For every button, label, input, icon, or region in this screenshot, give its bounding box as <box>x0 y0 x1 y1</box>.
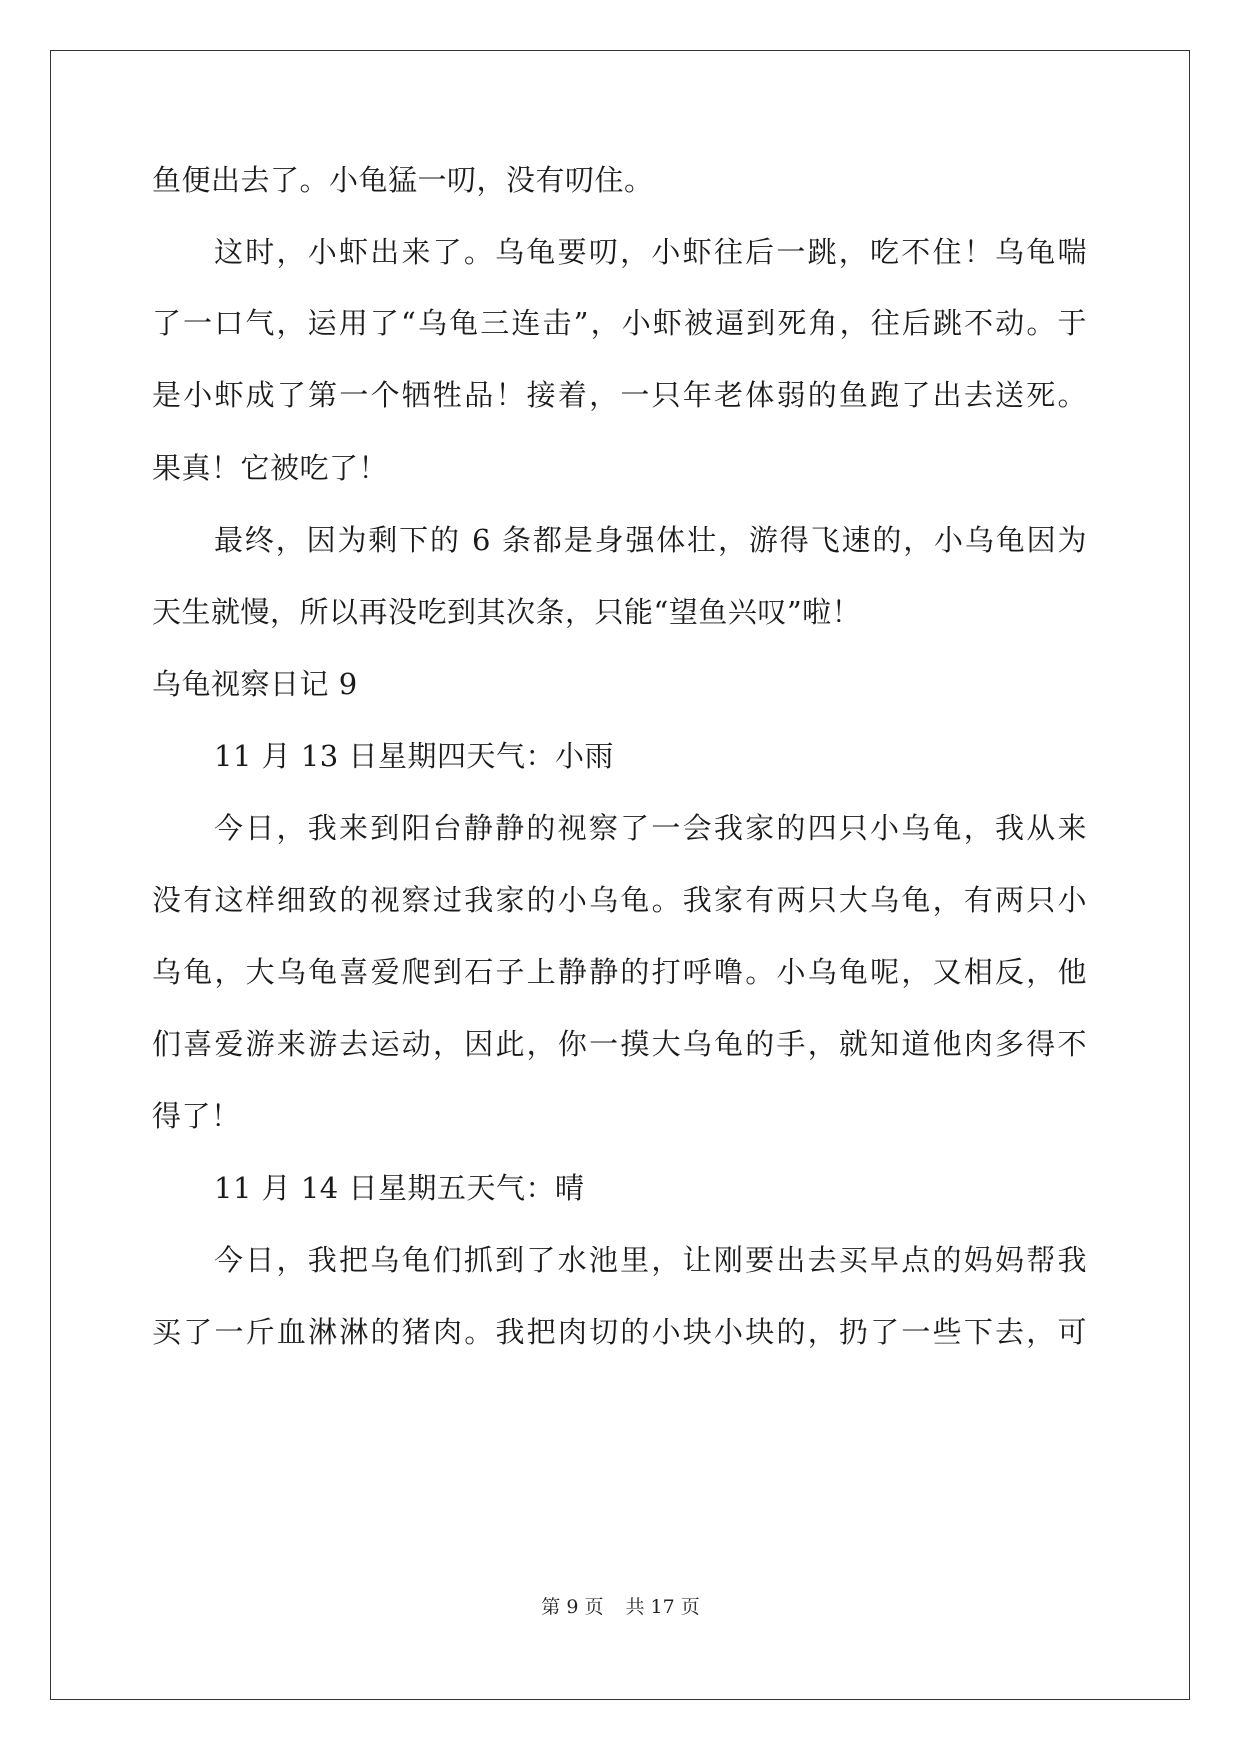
text-line: 乌龟，大乌龟喜爱爬到石子上静静的打呼噜。小乌龟呢，又相反，他 <box>152 955 1087 989</box>
paragraph-start: 今日，我把乌龟们抓到了水池里，让刚要出去买早点的妈妈帮我 <box>214 1243 1087 1277</box>
text-line: 了一口气，运用了“乌龟三连击”，小虾被逼到死角，往后跳不动。于 <box>152 306 1087 340</box>
paragraph-start: 这时，小虾出来了。乌龟要叨，小虾往后一跳，吃不住！乌龟喘 <box>214 235 1087 269</box>
paragraph-start: 今日，我来到阳台静静的视察了一会我家的四只小乌龟，我从来 <box>214 811 1087 845</box>
text-line: 果真！它被吃了！ <box>152 451 389 485</box>
text-line: 们喜爱游来游去运动，因此，你一摸大乌龟的手，就知道他肉多得不 <box>152 1027 1087 1061</box>
text-line: 是小虾成了第一个牺牲品！接着，一只年老体弱的鱼跑了出去送死。 <box>152 378 1087 412</box>
text-line: 天生就慢，所以再没吃到其次条，只能“望鱼兴叹”啦！ <box>152 595 862 629</box>
paragraph-start: 最终，因为剩下的 6 条都是身强体壮，游得飞速的，小乌龟因为 <box>214 523 1087 557</box>
text-line: 买了一斤血淋淋的猪肉。我把肉切的小块小块的，扔了一些下去，可 <box>152 1315 1087 1349</box>
section-heading: 乌龟视察日记 9 <box>152 667 358 701</box>
text-line: 没有这样细致的视察过我家的小乌龟。我家有两只大乌龟，有两只小 <box>152 883 1087 917</box>
page-footer <box>0 1594 1241 1620</box>
text-line: 得了！ <box>152 1099 241 1133</box>
date-line: 11 月 14 日星期五天气：晴 <box>214 1171 585 1205</box>
date-line: 11 月 13 日星期四天气：小雨 <box>214 739 614 773</box>
page-border <box>50 50 1190 1700</box>
page-total: 共 17 页 <box>625 1596 700 1618</box>
text-line: 鱼便出去了。小龟猛一叨，没有叨住。 <box>152 163 654 197</box>
page-number: 第 9 页 <box>541 1596 604 1618</box>
